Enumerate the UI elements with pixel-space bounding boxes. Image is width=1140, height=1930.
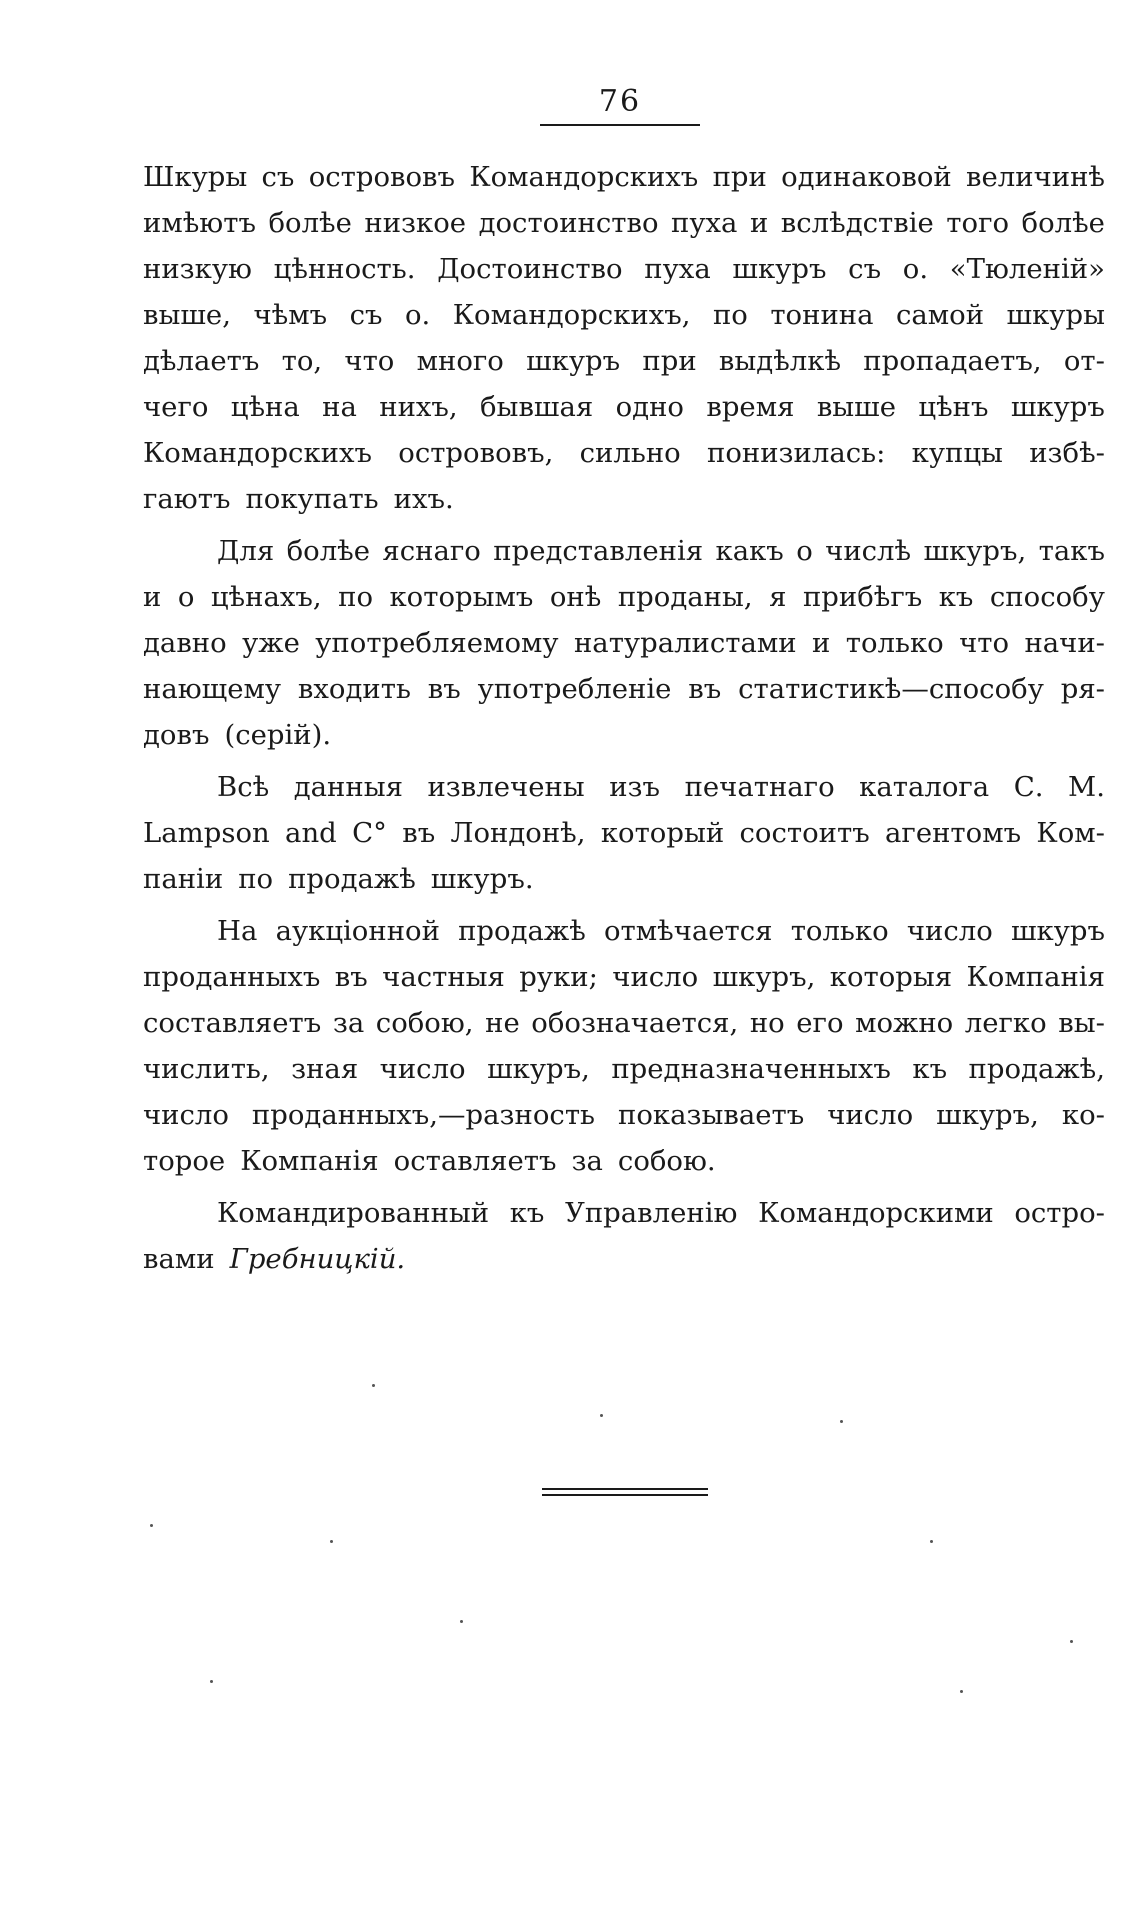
word: много (416, 345, 504, 377)
word: извлечены (427, 771, 585, 803)
scan-speck (1070, 1640, 1073, 1643)
word: за (571, 1145, 603, 1177)
word: агентомъ (885, 817, 1022, 849)
word: по (712, 299, 748, 331)
word: низкую (143, 253, 252, 285)
word: изъ (609, 771, 661, 803)
word: М. (1068, 771, 1105, 803)
word: шкуръ. (430, 863, 534, 895)
word: продажѣ (458, 915, 586, 947)
word: его (796, 1007, 844, 1039)
body-text (143, 154, 1105, 1282)
scan-speck (150, 1524, 153, 1527)
text-line (143, 1046, 1105, 1092)
word: отмѣчается (603, 915, 773, 947)
word: Достоинство (437, 253, 623, 285)
word: показываетъ (618, 1099, 805, 1131)
word: къ (509, 1197, 545, 1229)
word: низкое (364, 207, 467, 239)
word: цѣнъ (918, 391, 989, 423)
word: число (379, 1053, 466, 1085)
closing-line (143, 1190, 1105, 1236)
word: употребляемому (315, 627, 559, 659)
word: пуха (644, 253, 711, 285)
word: о. (404, 299, 431, 331)
end-rule-top (542, 1488, 708, 1490)
scan-speck (330, 1540, 333, 1543)
word: аукціонной (275, 915, 440, 947)
word: и (812, 627, 831, 659)
word: пропадаетъ, (863, 345, 1042, 377)
word: которымъ (389, 581, 534, 613)
text-line (143, 908, 1105, 954)
word: на (322, 391, 357, 423)
word: продажѣ (288, 863, 416, 895)
word: числить, (143, 1053, 270, 1085)
word: остро- (1014, 1197, 1105, 1229)
word: Для (217, 535, 275, 567)
text-line (143, 292, 1105, 338)
text-line (143, 856, 1105, 902)
word: каталога (859, 771, 990, 803)
word: одинаковой (781, 161, 952, 193)
word: того (946, 207, 1010, 239)
word: продажѣ, (968, 1053, 1105, 1085)
text-line (143, 1092, 1105, 1138)
word: по (338, 581, 373, 613)
word: руки; (519, 961, 598, 993)
word: только (790, 915, 889, 947)
word: что (959, 627, 1010, 659)
word: болѣе (286, 535, 371, 567)
word: сильно (579, 437, 681, 469)
word: за (332, 1007, 365, 1039)
word: ко- (1061, 1099, 1105, 1131)
word: печатнаго (684, 771, 835, 803)
word: къ (912, 1053, 948, 1085)
word: число (906, 915, 993, 947)
word: цѣнахъ, (210, 581, 322, 613)
word: бывшая (480, 391, 594, 423)
word: понизилась: (706, 437, 886, 469)
word: острововъ (308, 161, 456, 193)
word: но (749, 1007, 785, 1039)
word: Командорскихъ (143, 437, 372, 469)
word: На (217, 915, 258, 947)
text-line (143, 954, 1105, 1000)
word: and (285, 817, 337, 849)
word: какъ (715, 535, 784, 567)
word: Компанія (240, 1145, 379, 1177)
word: въ (427, 673, 461, 705)
text-line (143, 1138, 1105, 1184)
word: болѣе (268, 207, 352, 239)
word: собою. (617, 1145, 716, 1177)
word: не (485, 1007, 520, 1039)
word: число (827, 1099, 914, 1131)
word: шкуръ (1010, 915, 1105, 947)
word: представленія (493, 535, 704, 567)
word: шкуръ (1010, 391, 1105, 423)
word: легко (964, 1007, 1047, 1039)
scan-speck (840, 1420, 843, 1423)
text-line (143, 200, 1105, 246)
word: самой (895, 299, 985, 331)
word: начи- (1024, 627, 1105, 659)
word: проданныхъ (143, 961, 321, 993)
word: шкуръ (526, 345, 621, 377)
text-line (143, 810, 1105, 856)
paragraph (143, 908, 1105, 1184)
word: которыя (829, 961, 953, 993)
word: время (706, 391, 795, 423)
word: дѣлаетъ (143, 345, 260, 377)
word: Командорскихъ, (452, 299, 691, 331)
word: зная (291, 1053, 359, 1085)
paragraph (143, 764, 1105, 902)
text-line (143, 384, 1105, 430)
text-line (143, 154, 1105, 200)
word: Управленію (564, 1197, 738, 1229)
word: избѣ- (1029, 437, 1105, 469)
closing-signature-line (143, 1236, 1105, 1282)
text-line (143, 528, 1105, 574)
word: съ (848, 253, 882, 285)
word: нихъ, (379, 391, 458, 423)
text-line (143, 574, 1105, 620)
word: Командорскими (758, 1197, 994, 1229)
word: по (238, 863, 274, 895)
word: чего (143, 391, 209, 423)
word: въ (688, 673, 722, 705)
header-rule (540, 124, 700, 126)
word: ихъ. (393, 483, 454, 515)
word: о (177, 581, 195, 613)
word: только (845, 627, 944, 659)
word: состоитъ (739, 817, 870, 849)
word: прибѣгъ (802, 581, 923, 613)
word: острововъ, (398, 437, 554, 469)
word: Лондонѣ, (450, 817, 586, 849)
word: я (769, 581, 787, 613)
scan-speck (460, 1620, 463, 1623)
word: шкуръ (732, 253, 827, 285)
word: шкуръ, (936, 1099, 1039, 1131)
word: (серій). (224, 719, 332, 751)
text-line (143, 476, 1105, 522)
word: то, (281, 345, 323, 377)
word: давно (143, 627, 227, 659)
word: вы- (1058, 1007, 1105, 1039)
word: данныя (293, 771, 403, 803)
scan-speck (600, 1414, 603, 1417)
word: числѣ (825, 535, 912, 567)
text-line (143, 620, 1105, 666)
word: собою, (375, 1007, 474, 1039)
word: употребленіе (477, 673, 672, 705)
word: съ (349, 299, 383, 331)
word: цѣнность. (273, 253, 416, 285)
word: покупать (245, 483, 379, 515)
author-signature: Гребницкій. (229, 1243, 406, 1275)
closing-prefix: вами (143, 1243, 215, 1275)
word: торое (143, 1145, 226, 1177)
word: купцы (911, 437, 1003, 469)
word: гаютъ (143, 483, 231, 515)
word: который (600, 817, 725, 849)
word: составляетъ (143, 1007, 322, 1039)
word: С. (1013, 771, 1044, 803)
word: C° (352, 817, 387, 849)
word: входить (297, 673, 411, 705)
word: статистикѣ—способу (738, 673, 1044, 705)
word: шкуръ, (712, 961, 816, 993)
word: цѣна (230, 391, 300, 423)
word: число (143, 1099, 229, 1131)
word: натуралистами (573, 627, 797, 659)
page-number: 76 (598, 84, 642, 119)
word: обозначается, (531, 1007, 739, 1039)
word: шкуры (1006, 299, 1105, 331)
word: вслѣдствіе (780, 207, 934, 239)
scan-speck (372, 1384, 375, 1387)
word: проданныхъ,—разность (251, 1099, 596, 1131)
word: съ (261, 161, 295, 193)
word: такъ (1038, 535, 1105, 567)
word: можно (855, 1007, 954, 1039)
word: от- (1063, 345, 1105, 377)
word: въ (402, 817, 436, 849)
word: паніи (143, 863, 224, 895)
text-line (143, 666, 1105, 712)
word: о (796, 535, 813, 567)
word: Ком- (1036, 817, 1105, 849)
word: яснаго (382, 535, 481, 567)
word: при (712, 161, 767, 193)
scan-speck (210, 1680, 213, 1683)
word: тонина (770, 299, 874, 331)
text-line (143, 712, 1105, 758)
word: довъ (143, 719, 210, 751)
text-line (143, 1000, 1105, 1046)
word: въ (334, 961, 368, 993)
word: проданы, (617, 581, 753, 613)
scan-speck (960, 1690, 963, 1693)
word: что (344, 345, 395, 377)
word: Шкуры (143, 161, 248, 193)
word: выше, (143, 299, 231, 331)
text-line (143, 338, 1105, 384)
word: онѣ (549, 581, 602, 613)
word: Командированный (217, 1197, 490, 1229)
word: Всѣ (217, 771, 270, 803)
word: выше (816, 391, 897, 423)
word: и (143, 581, 162, 613)
word: при (642, 345, 697, 377)
text-line (143, 764, 1105, 810)
word: болѣе (1021, 207, 1105, 239)
word: къ (938, 581, 974, 613)
word: Командорскихъ (469, 161, 699, 193)
end-rule-bottom (542, 1494, 708, 1496)
paragraph (143, 154, 1105, 522)
word: оставляетъ (393, 1145, 557, 1177)
word: ря- (1060, 673, 1105, 705)
word: и (749, 207, 769, 239)
word: число (612, 961, 699, 993)
word: «Тюленій» (949, 253, 1105, 285)
word: нающему (143, 673, 282, 705)
word: Компанія (966, 961, 1105, 993)
word: имѣютъ (143, 207, 256, 239)
word: шкуръ, (487, 1053, 590, 1085)
paragraph (143, 528, 1105, 758)
scan-speck (930, 1540, 933, 1543)
word: шкуръ, (923, 535, 1027, 567)
word: частныя (382, 961, 505, 993)
word: чѣмъ (253, 299, 328, 331)
word: достоинство (478, 207, 659, 239)
word: одно (615, 391, 684, 423)
word: величинѣ (966, 161, 1105, 193)
word: уже (242, 627, 300, 659)
word: пуха (671, 207, 738, 239)
word: выдѣлкѣ (718, 345, 842, 377)
word: Lampson (143, 817, 270, 849)
word: предназначенныхъ (611, 1053, 891, 1085)
text-line (143, 246, 1105, 292)
word: о. (902, 253, 929, 285)
word: способу (989, 581, 1105, 613)
text-line (143, 430, 1105, 476)
